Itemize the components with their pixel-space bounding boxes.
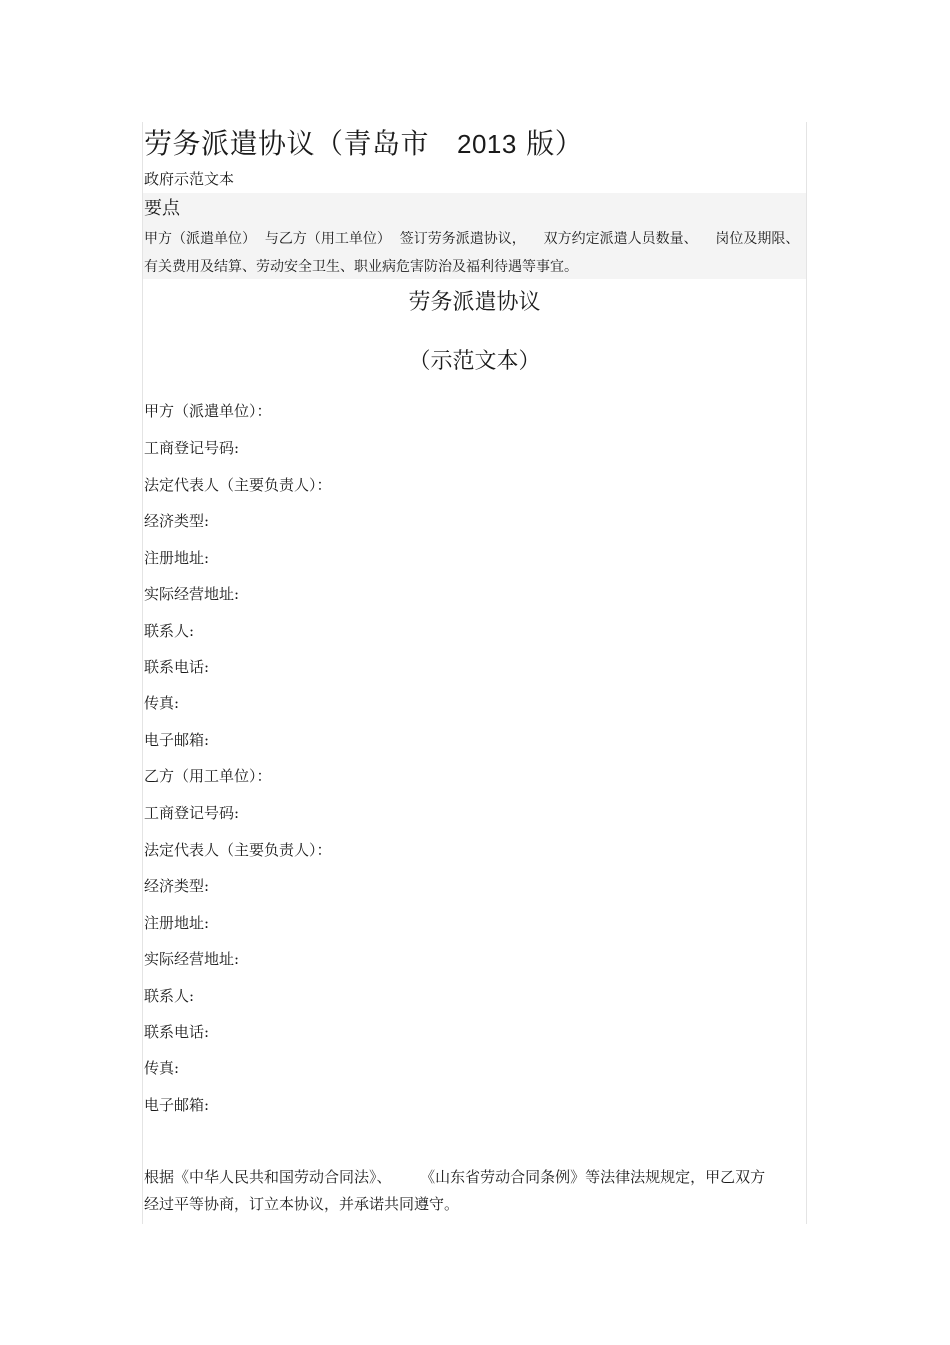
party-a-fax-field: 传真:: [144, 694, 180, 712]
party-b-reg-addr-field: 注册地址:: [144, 914, 210, 932]
main-title: [144, 124, 583, 164]
main-title-suffix: 版）: [526, 127, 584, 160]
document-title: 劳务派遣协议: [408, 290, 541, 315]
party-a-reg-addr-field: 注册地址:: [144, 549, 210, 567]
main-title-year: 2013: [457, 129, 517, 159]
keypoints-line-2: 有关费用及结算、劳动安全卫生、职业病危害防治及福利待遇等事宜。: [144, 259, 578, 275]
party-b-legal-rep-field: 法定代表人（主要负责人）：: [144, 841, 332, 859]
party-b-reg-no-field: 工商登记号码:: [144, 804, 240, 822]
party-a-email-field: 电子邮箱:: [144, 731, 210, 749]
party-a-econ-type-field: 经济类型:: [144, 512, 210, 530]
party-b-fax-field: 传真:: [144, 1059, 180, 1077]
party-a-reg-no-field: 工商登记号码:: [144, 439, 240, 457]
party-a-contact-field: 联系人:: [144, 622, 195, 640]
party-b-email-field: 电子邮箱:: [144, 1096, 210, 1114]
preamble-line-1: 根据《中华人民共和国劳动合同法》、 《山东省劳动合同条例》等法律法规规定，甲乙双方: [144, 1168, 766, 1186]
preamble-line-2: 经过平等协商，订立本协议，并承诺共同遵守。: [144, 1195, 460, 1213]
keypoints-heading: 要点: [144, 198, 180, 219]
keypoints-line-1: 甲方（派遣单位） 与乙方（用工单位） 签订劳务派遣协议， 双方约定派遣人员数量、 岗位及期限、: [144, 231, 800, 247]
party-b-phone-field: 联系电话:: [144, 1023, 210, 1041]
party-b-name-field: 乙方（用工单位）：: [144, 767, 272, 785]
party-a-legal-rep-field: 法定代表人（主要负责人）：: [144, 476, 332, 494]
party-b-actual-addr-field: 实际经营地址:: [144, 950, 240, 968]
party-a-name-field: 甲方（派遣单位）：: [144, 402, 272, 420]
party-b-econ-type-field: 经济类型:: [144, 877, 210, 895]
document-subtitle: （示范文本）: [408, 349, 541, 374]
page-frame-right-border: [806, 122, 807, 1224]
party-b-contact-field: 联系人:: [144, 987, 195, 1005]
party-a-phone-field: 联系电话:: [144, 658, 210, 676]
main-title-text: 劳务派遣协议（青岛市: [144, 127, 430, 160]
subtitle: 政府示范文本: [144, 170, 235, 188]
party-a-actual-addr-field: 实际经营地址:: [144, 585, 240, 603]
